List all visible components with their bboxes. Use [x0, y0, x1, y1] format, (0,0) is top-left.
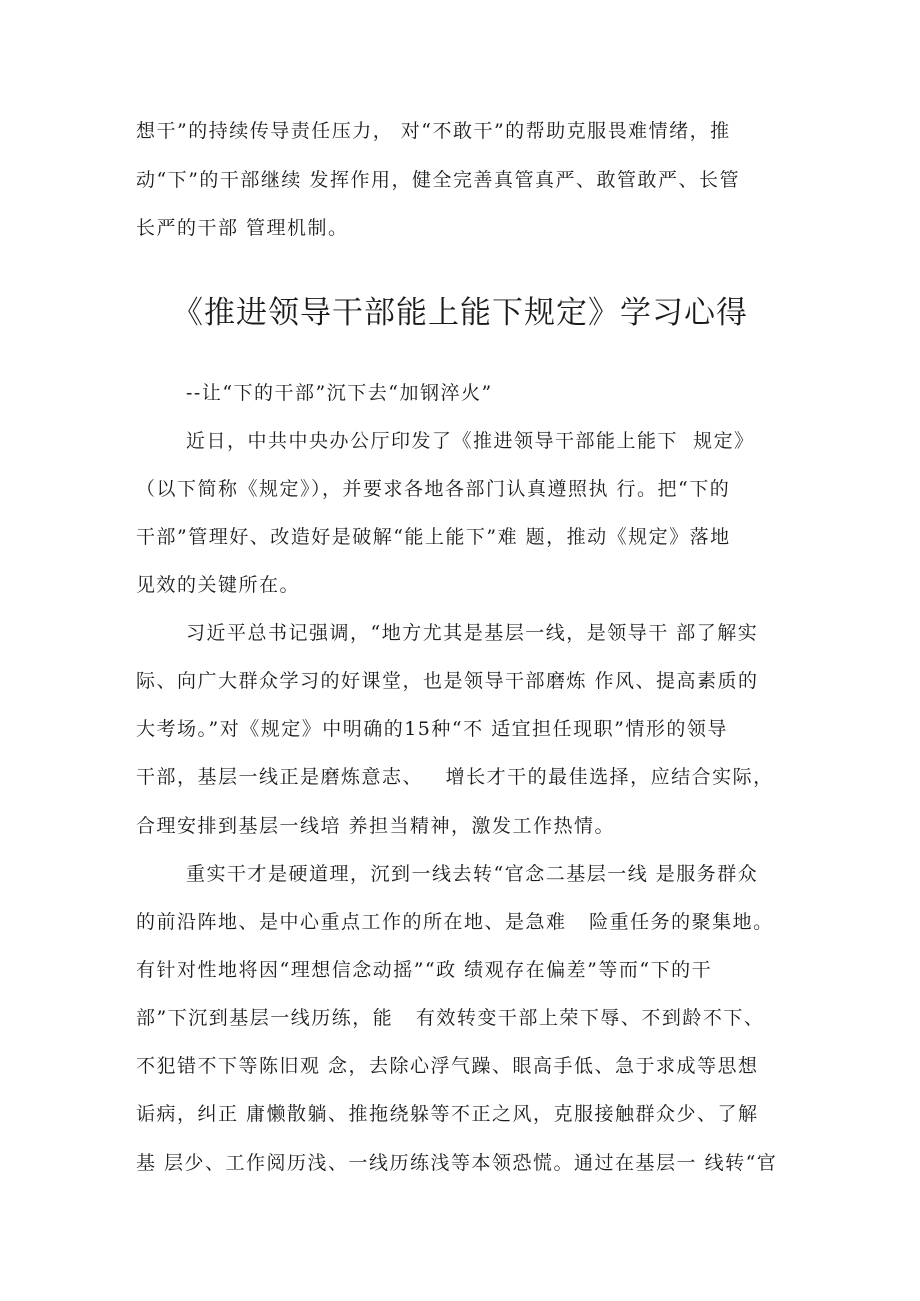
body-text-line: 诟病，纠正 庸懒散躺、推拖绕躲等不正之风，克服接触群众少、了解	[136, 1103, 759, 1125]
body-text-line: 动“下”的干部继续 发挥作用，健全完善真管真严、敢管敢严、长管	[136, 169, 740, 191]
body-text-line: （以下简称《规定》），并要求各地各部门认真遵照执 行。把“下的	[136, 478, 731, 500]
body-text-line: 的前沿阵地、是中心重点工作的所在地、是急难 险重任务的聚集地。	[136, 911, 774, 933]
document-subtitle: --让“下的干部”沉下去“加钢淬火”	[186, 382, 493, 404]
body-text-line: 干部”管理好、改造好是破解“能上能下”难 题，推动《规定》落地	[136, 526, 731, 548]
body-text-line: 大考场。”对《规定》中明确的15种“不 适宜担任现职”情形的领导	[136, 718, 728, 740]
body-text-line: 干部，基层一线正是磨炼意志、 增长才干的最佳选择，应结合实际，	[136, 766, 774, 788]
body-text-line: 不犯错不下等陈旧观 念，去除心浮气躁、眼高手低、急于求成等思想	[136, 1055, 759, 1077]
body-text-line: 长严的干部 管理机制。	[136, 217, 349, 239]
body-text-line: 有针对性地将因“理想信念动摇”“政 绩观存在偏差”等而“下的干	[136, 959, 713, 981]
body-text-line: 见效的关键所在。	[136, 574, 301, 596]
body-text-line: 习近平总书记强调，“地方尤其是基层一线，是领导干 部了解实	[186, 622, 759, 644]
body-text-line: 近日，中共中央办公厅印发了《推进领导干部能上能下 规定》	[186, 430, 755, 452]
document-title: 《推进领导干部能上能下规定》学习心得	[172, 295, 748, 331]
body-text-line: 想干”的持续传导责任压力， 对“不敢干”的帮助克服畏难情绪，推	[136, 120, 731, 142]
body-text-line: 基 层少、工作阅历浅、一线历练浅等本领恐慌。通过在基层一 线转“官	[136, 1152, 778, 1174]
body-text-line: 重实干才是硬道理，沉到一线去转“官念二基层一线 是服务群众	[186, 863, 759, 885]
body-text-line: 部”下沉到基层一线历练，能 有效转变干部上荣下辱、不到龄不下、	[136, 1007, 765, 1029]
body-text-line: 合理安排到基层一线培 养担当精神，激发工作热情。	[136, 815, 616, 837]
body-text-line: 际、向广大群众学习的好课堂，也是领导干部磨炼 作风、提高素质的	[136, 670, 759, 692]
